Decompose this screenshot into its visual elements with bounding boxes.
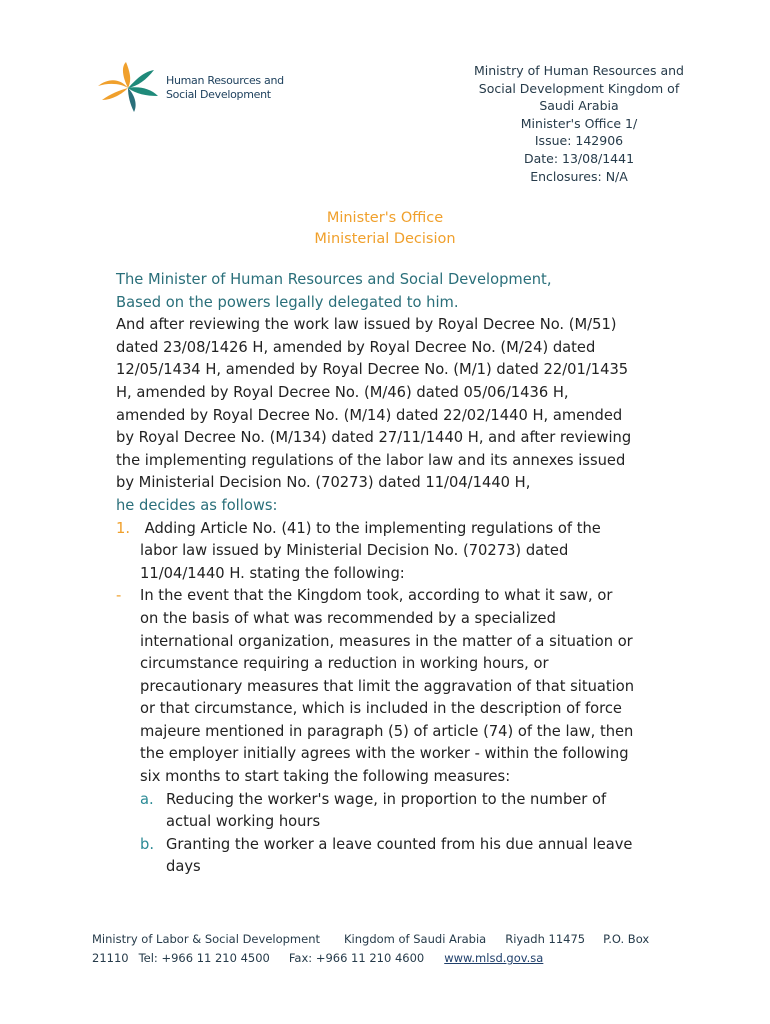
dash-line: circumstance requiring a reduction in working hours, or: [140, 655, 549, 673]
header-info-line: Enclosures: N/A: [530, 168, 628, 184]
item1-line: 11/04/1440 H. stating the following:: [140, 564, 405, 582]
numbered-item-1: [116, 518, 661, 586]
review-line: H, amended by Royal Decree No. (M/46) dated 05/06/1436 H,: [116, 383, 569, 401]
sub-item-line: Granting the worker a leave counted from his due annual leave: [166, 835, 633, 853]
footer-row-2: [92, 949, 672, 968]
page-footer: [92, 930, 672, 968]
item1-line: Adding Article No. (41) to the implementing regulations of the: [140, 519, 601, 537]
footer-country: Kingdom of Saudi Arabia: [344, 932, 487, 946]
dash-line: precautionary measures that limit the aggravation of that situation: [140, 677, 635, 695]
footer-tel: Tel: +966 11 210 4500: [138, 951, 270, 965]
intro-line: The Minister of Human Resources and Social Development,: [116, 271, 552, 288]
palm-logo-icon: [96, 62, 162, 114]
footer-pobox: P.O. Box: [603, 932, 650, 946]
header-info-block: [462, 62, 696, 184]
dash-line: majeure mentioned in paragraph (5) of article (74) of the law, then: [140, 722, 634, 740]
footer-row-1: [92, 930, 672, 949]
header-info-line: Social Development Kingdom of: [478, 80, 680, 96]
footer-city: Riyadh 11475: [505, 932, 586, 946]
sub-item-line: Reducing the worker's wage, in proportion to the number of: [166, 790, 607, 808]
dash-line: six months to start taking the following measures:: [140, 768, 511, 786]
intro-line: Based on the powers legally delegated to him.: [116, 293, 459, 311]
item-number: 1.: [116, 519, 131, 537]
website-link[interactable]: www.mlsd.gov.sa: [444, 951, 544, 965]
dash-marker: -: [116, 587, 122, 605]
review-line: amended by Royal Decree No. (M/14) dated 22/02/1440 H, amended: [116, 406, 623, 424]
review-line: dated 23/08/1426 H, amended by Royal Decree No. (M/24) dated: [116, 338, 596, 356]
review-line: And after reviewing the work law issued by Royal Decree No. (M/51): [116, 316, 617, 334]
review-line: the implementing regulations of the labor law and its annexes issued: [116, 451, 626, 469]
ministry-logo: [96, 62, 284, 114]
review-line: by Ministerial Decision No. (70273) dated 11/04/1440 H,: [116, 474, 531, 492]
footer-pobox-number: 21110: [92, 951, 129, 965]
item1-line: labor law issued by Ministerial Decision No. (70273) dated: [140, 542, 569, 560]
sub-item-marker: a.: [140, 790, 154, 808]
logo-text-line1: Human Resources and: [166, 74, 284, 87]
header-info-line: Date: 13/08/1441: [523, 150, 635, 166]
header-info-line: Issue: 142906: [534, 133, 624, 149]
sub-item-line: days: [166, 858, 201, 876]
sub-item-b: [140, 834, 634, 879]
dash-item: [116, 585, 661, 879]
sub-item-a: [140, 789, 634, 834]
dash-line: international organization, measures in the matter of a situation or: [140, 632, 633, 650]
header-info-line: Minister's Office 1/: [520, 115, 638, 131]
decision-title: Ministerial Decision: [314, 231, 456, 247]
dash-line: or that circumstance, which is included in the description of force: [140, 700, 622, 718]
header-info-line: Saudi Arabia: [539, 98, 619, 114]
review-paragraph: [116, 314, 661, 495]
footer-org: Ministry of Labor & Social Development: [92, 932, 320, 946]
document-body: [116, 269, 661, 879]
logo-text-line2: Social Development: [166, 88, 271, 101]
logo-wordmark: [166, 74, 284, 102]
decides-line: he decides as follows:: [116, 496, 278, 514]
sub-item-line: actual working hours: [166, 813, 321, 831]
dash-line: the employer initially agrees with the worker - within the following: [140, 745, 629, 763]
document-titles: [0, 208, 770, 250]
review-line: 12/05/1434 H, amended by Royal Decree No. (M/1) dated 22/01/1435: [116, 361, 629, 379]
header-info-line: Ministry of Human Resources and: [474, 63, 684, 78]
sub-item-marker: b.: [140, 835, 154, 853]
footer-fax: Fax: +966 11 210 4600: [288, 951, 425, 965]
dash-line: In the event that the Kingdom took, according to what it saw, or: [140, 587, 613, 605]
review-line: by Royal Decree No. (M/134) dated 27/11/1440 H, and after reviewing: [116, 429, 632, 447]
dash-line: on the basis of what was recommended by a specialized: [140, 609, 556, 627]
office-title: Minister's Office: [326, 210, 444, 226]
